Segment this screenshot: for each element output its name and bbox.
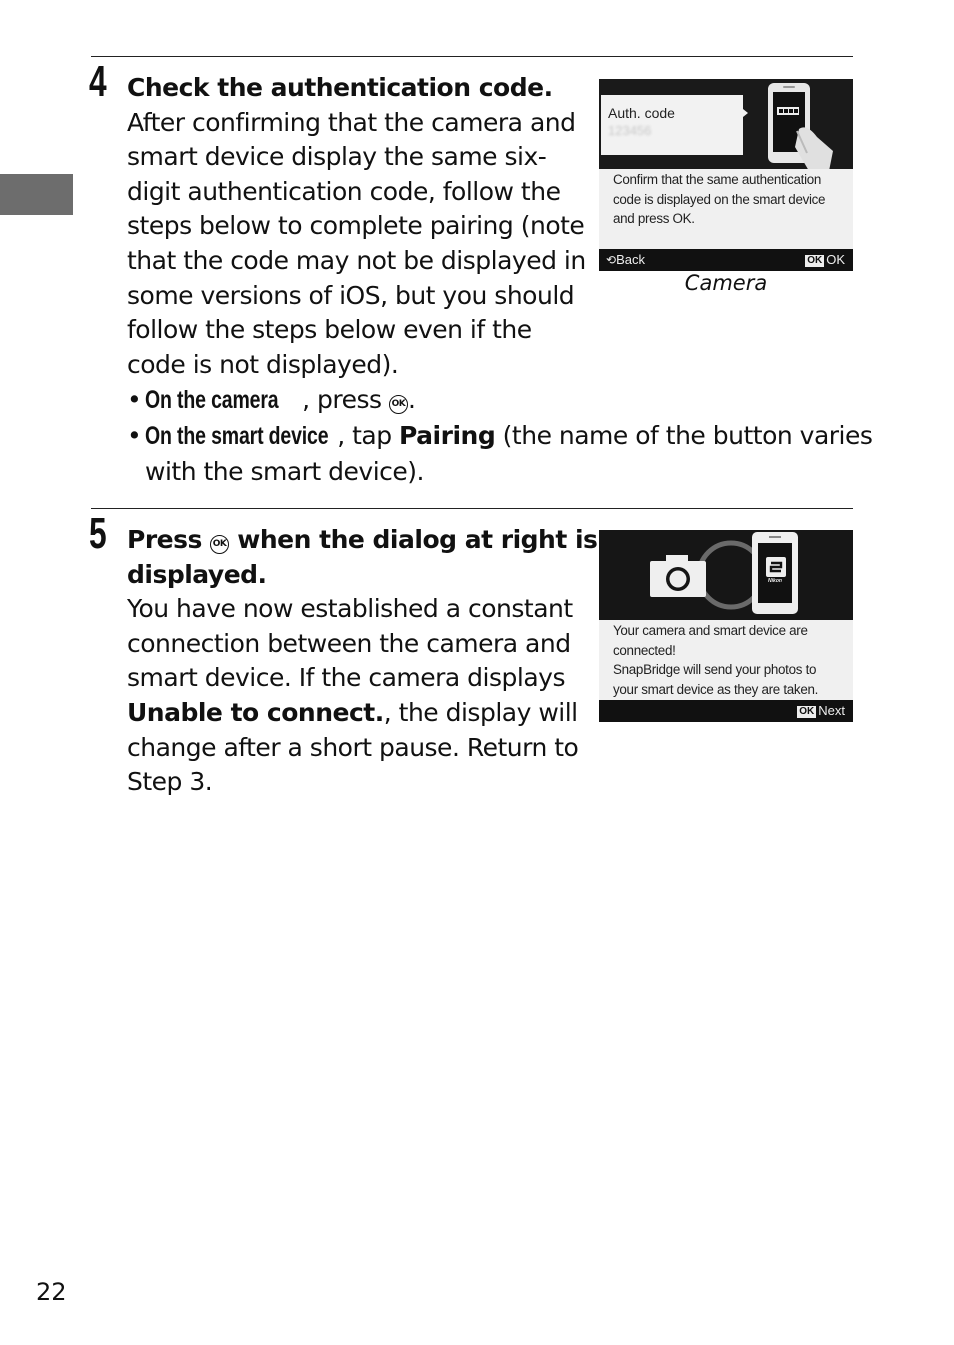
bullet-lead-camera: On the camera xyxy=(145,386,279,414)
step4-body-line: smart device display the same six- xyxy=(127,142,547,172)
next-control xyxy=(797,703,845,718)
heading-text: Press xyxy=(127,525,211,554)
step4-body-line: steps below to complete pairing (note xyxy=(127,211,585,241)
ok-control xyxy=(805,252,845,267)
bullet-text: , tap xyxy=(337,421,400,450)
screen-message-line: Your camera and smart device are xyxy=(613,623,808,638)
bullet-text: with the smart device). xyxy=(145,457,425,486)
bullet-text: . xyxy=(407,385,416,414)
step5-body-line: You have now established a constant xyxy=(127,594,573,624)
step4-text xyxy=(127,71,586,382)
step4-body-line: some versions of iOS, but you should xyxy=(127,280,575,310)
step4-divider xyxy=(91,56,853,57)
screen-bottom-bar xyxy=(599,700,853,722)
bullet-text: (the name of the button varies xyxy=(495,421,873,450)
step5-body-line: connection between the camera and xyxy=(127,628,571,658)
step4-bullet-camera xyxy=(127,382,872,418)
camera-screen-connected xyxy=(599,530,853,722)
step5-heading-line2: displayed. xyxy=(127,559,267,589)
screen-message-line: SnapBridge will send your photos to xyxy=(613,662,817,677)
ok-label: OK xyxy=(826,252,845,267)
camera-screen-auth xyxy=(599,79,853,271)
step5-text xyxy=(127,523,597,800)
ok-badge-icon: OK xyxy=(799,706,815,717)
chapter-tab xyxy=(0,174,73,215)
step4-body-line: that the code may not be displayed in xyxy=(127,245,586,275)
screen-message-line: your smart device as they are taken. xyxy=(613,681,819,697)
auth-code-label: Auth. code xyxy=(608,105,675,121)
step4-heading: Check the authentication code. xyxy=(127,73,553,102)
step5-body-line: smart device. If the camera displays xyxy=(127,663,565,693)
pairing-term: Pairing xyxy=(399,421,496,450)
step5-body-line: Step 3. xyxy=(127,767,213,797)
screen-message-line: Confirm that the same authentication xyxy=(613,172,822,187)
ok-badge-icon: OK xyxy=(807,255,823,266)
step4-body-line: After confirming that the camera and xyxy=(127,107,576,137)
phone-logo-text: Nikon xyxy=(768,578,782,584)
screen-message-line: and press OK. xyxy=(613,211,695,226)
step5-heading xyxy=(127,523,597,558)
unable-to-connect-term: Unable to connect. xyxy=(127,697,384,727)
auth-code-box xyxy=(601,95,743,155)
ok-button-icon: OK xyxy=(389,395,408,414)
auth-code-value: 123456 xyxy=(608,123,652,138)
connection-illustration xyxy=(599,530,853,620)
heading-text: when the dialog at right is xyxy=(229,525,598,554)
step5-number: 5 xyxy=(89,509,107,558)
bullet-lead-smart-device: On the smart device xyxy=(145,422,329,450)
step5-divider xyxy=(91,508,853,509)
back-control xyxy=(606,252,645,267)
step5-body-line xyxy=(127,696,597,731)
rotate-back-icon: ⟲ xyxy=(606,253,617,267)
back-label: Back xyxy=(616,252,645,267)
step4-body-line: code is not displayed). xyxy=(127,349,399,379)
screen-message xyxy=(613,621,845,699)
screen-caption: Camera xyxy=(684,271,768,295)
next-label: Next xyxy=(818,703,845,718)
step4-bullet-list xyxy=(127,382,872,489)
page-number: 22 xyxy=(36,1278,67,1306)
step4-bullet-smart-device xyxy=(127,418,872,489)
smartphone-icon xyxy=(752,532,798,614)
screen-bottom-bar xyxy=(599,249,853,271)
body-text: , the display will xyxy=(383,697,578,727)
step4-number: 4 xyxy=(89,57,107,106)
ok-button-icon: OK xyxy=(210,535,229,554)
step4-body-line: digit authentication code, follow the xyxy=(127,176,561,206)
screen-message xyxy=(613,170,845,229)
step4-body-line: follow the steps below even if the xyxy=(127,315,532,345)
camera-icon xyxy=(650,555,706,597)
step5-body-line: change after a short pause. Return to xyxy=(127,732,579,762)
screen-message-line: code is displayed on the smart device xyxy=(613,191,826,207)
bullet-text: , press xyxy=(302,385,389,414)
screen-message-panel xyxy=(599,620,853,700)
phone-hand-icon xyxy=(759,81,853,171)
callout-arrow xyxy=(743,109,748,117)
screen-message-line: connected! xyxy=(613,642,676,658)
screen-message-panel xyxy=(599,169,853,249)
